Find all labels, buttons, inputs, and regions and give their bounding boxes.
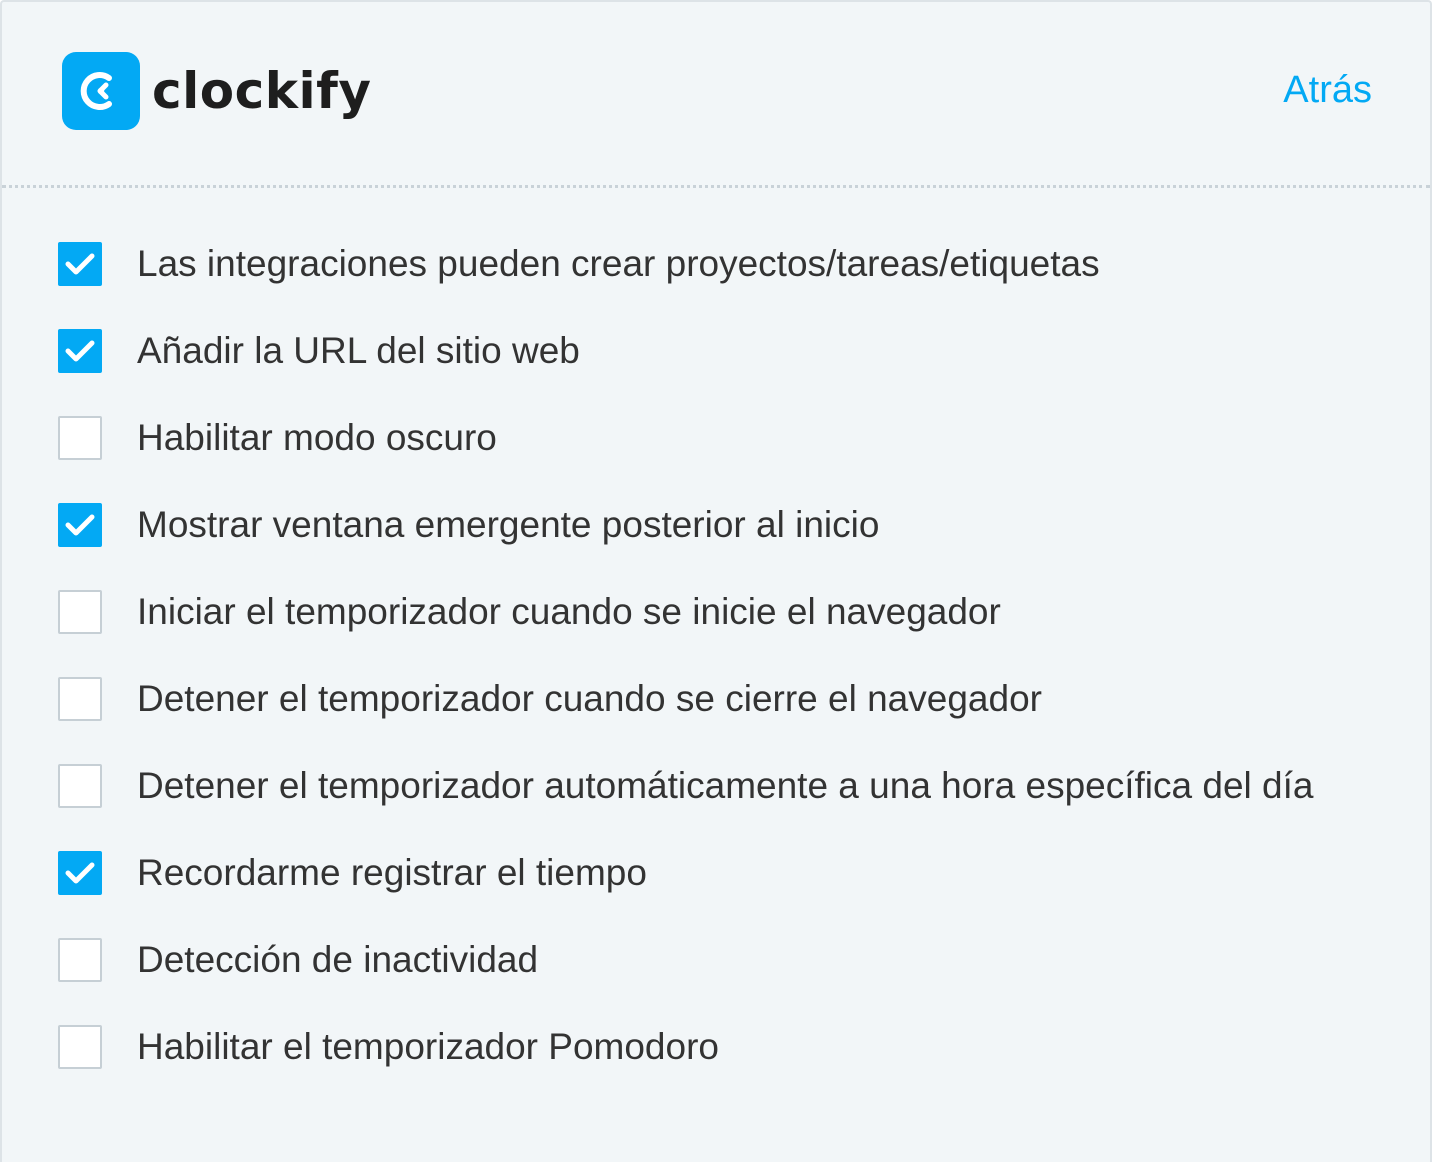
option-post-start-popup[interactable] — [58, 481, 1418, 568]
option-label: Detener el temporizador cuando se cierre el navegador — [137, 677, 1042, 719]
option-label: Detección de inactividad — [137, 938, 539, 980]
option-integrations-create[interactable] — [58, 220, 1418, 307]
check-icon — [65, 252, 95, 276]
checkbox[interactable] — [58, 938, 102, 982]
back-link[interactable]: Atrás — [1283, 69, 1372, 111]
header — [2, 2, 1430, 186]
checkbox[interactable] — [58, 242, 102, 286]
option-label: Recordarme registrar el tiempo — [137, 851, 647, 893]
option-label: Detener el temporizador automáticamente a una hora específica del día — [137, 764, 1314, 806]
checkbox[interactable] — [58, 416, 102, 460]
option-label: Iniciar el temporizador cuando se inicie el navegador — [137, 590, 1001, 632]
option-label: Habilitar el temporizador Pomodoro — [137, 1025, 719, 1067]
option-pomodoro-timer[interactable] — [58, 1003, 1418, 1090]
checkbox[interactable] — [58, 503, 102, 547]
clockify-logo — [62, 52, 372, 130]
check-icon — [65, 339, 95, 363]
option-label: Habilitar modo oscuro — [137, 416, 497, 458]
checkbox[interactable] — [58, 764, 102, 808]
check-icon — [65, 861, 95, 885]
option-stop-timer-on-browser-close[interactable] — [58, 655, 1418, 742]
check-icon — [65, 513, 95, 537]
option-label: Añadir la URL del sitio web — [137, 329, 580, 371]
option-remind-to-track-time[interactable] — [58, 829, 1418, 916]
option-start-timer-on-browser-start[interactable] — [58, 568, 1418, 655]
checkbox[interactable] — [58, 329, 102, 373]
checkbox[interactable] — [58, 851, 102, 895]
settings-options-list — [58, 220, 1418, 1090]
option-dark-mode[interactable] — [58, 394, 1418, 481]
option-label: Mostrar ventana emergente posterior al inicio — [137, 503, 880, 545]
clockify-logo-icon — [62, 52, 140, 130]
logo-wordmark: clockify — [152, 62, 372, 120]
checkbox[interactable] — [58, 590, 102, 634]
option-add-website-url[interactable] — [58, 307, 1418, 394]
option-label: Las integraciones pueden crear proyectos/tareas/etiquetas — [137, 242, 1100, 284]
checkbox[interactable] — [58, 1025, 102, 1069]
checkbox[interactable] — [58, 677, 102, 721]
header-divider — [2, 185, 1430, 188]
option-auto-stop-timer[interactable] — [58, 742, 1418, 829]
option-idle-detection[interactable] — [58, 916, 1418, 1003]
